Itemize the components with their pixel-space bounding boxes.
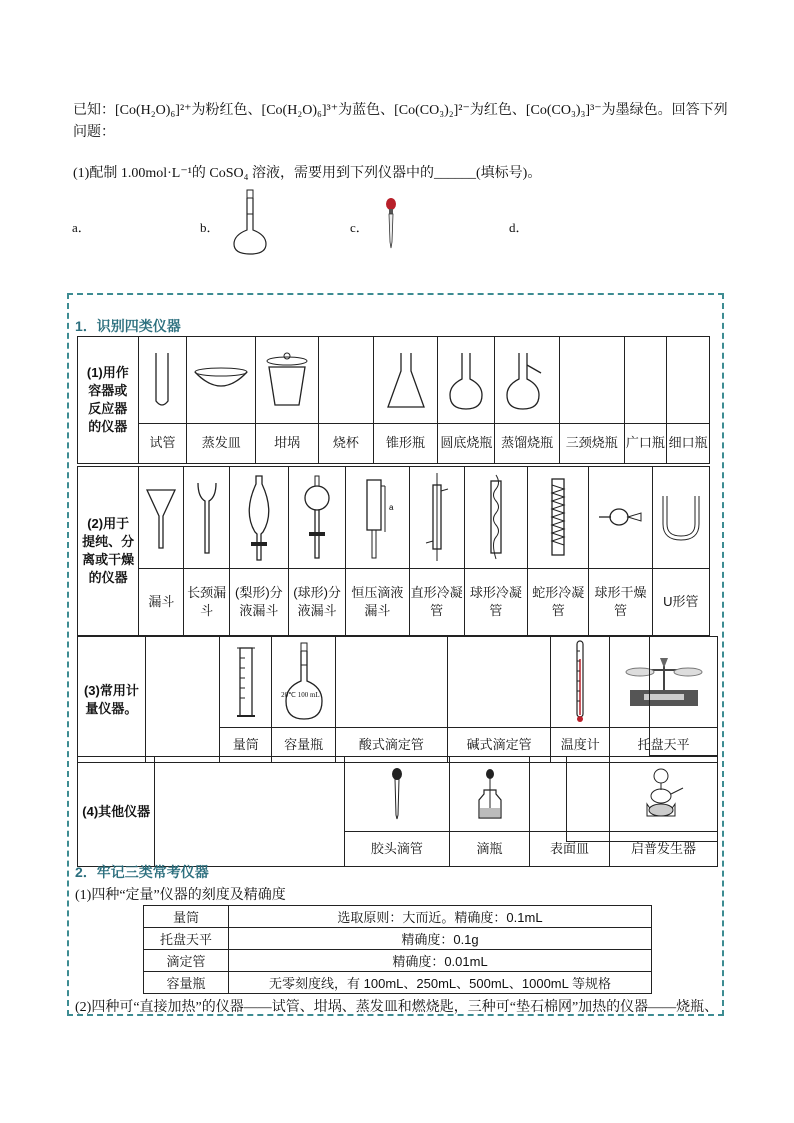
base-burette-empty: [447, 637, 550, 728]
label-bulb-condenser: 球形冷凝管: [464, 568, 527, 635]
precision-row-name: 托盘天平: [144, 928, 229, 950]
distilling-flask-icon: [495, 337, 560, 424]
category-3-blank: [145, 637, 219, 763]
label-straight-condenser: 直形冷凝管: [409, 568, 464, 635]
rubber-dropper-icon: [344, 757, 449, 832]
label-coil-condenser: 蛇形冷凝管: [528, 568, 589, 635]
narrow-mouth-bottle-empty: [667, 337, 710, 424]
svg-text:a: a: [389, 503, 394, 513]
precision-row-desc: 精确度：0.1g: [229, 928, 652, 950]
graduated-cylinder-icon: [220, 637, 272, 728]
label-rubber-dropper: 胶头滴管: [344, 832, 449, 867]
label-erlenmeyer: 锥形瓶: [373, 423, 438, 463]
label-beaker: 烧杯: [319, 423, 374, 463]
label-acid-burette: 酸式滴定管: [335, 728, 447, 763]
label-wide-mouth-bottle: 广口瓶: [624, 423, 667, 463]
label-cylinder: 量筒: [220, 728, 272, 763]
label-thermometer: 温度计: [551, 728, 610, 763]
label-crucible: 坩埚: [256, 423, 319, 463]
label-ball-funnel: (球形)分液漏斗: [288, 568, 345, 635]
label-kipp: 启普发生器: [610, 832, 718, 867]
flask-volume-label: 20℃ 100 mL: [281, 691, 320, 699]
thermometer-icon: [551, 637, 610, 728]
straight-condenser-icon: [409, 467, 464, 569]
section1-heading: 1．识别四类仪器: [75, 318, 181, 334]
label-pressure-funnel: 恒压滴液漏斗: [346, 568, 409, 635]
label-dropping-bottle: 滴瓶: [450, 832, 530, 867]
precision-row-name: 容量瓶: [144, 972, 229, 994]
label-pear-funnel: (梨形)分液漏斗: [229, 568, 288, 635]
round-bottom-flask-icon: [438, 337, 495, 424]
category-3-title: (3)常用计量仪器。: [78, 637, 146, 763]
label-three-neck-flask: 三颈烧瓶: [560, 423, 624, 463]
label-distilling-flask: 蒸馏烧瓶: [495, 423, 560, 463]
label-balance: 托盘天平: [610, 728, 718, 763]
volumetric-flask-100-icon: [272, 637, 335, 728]
evaporating-dish-icon: [187, 337, 256, 424]
section2-heading: 2．牢记三类常考仪器: [75, 864, 209, 880]
category-3-right-cap: [649, 636, 718, 756]
bulb-condenser-icon: [464, 467, 527, 569]
precision-row-name: 量筒: [144, 906, 229, 928]
wide-mouth-bottle-empty: [624, 337, 667, 424]
option-b: b．: [200, 220, 220, 235]
label-base-burette: 碱式滴定管: [447, 728, 550, 763]
question-intro: 已知：[Co(H₂O)₆]²⁺为粉红色、[Co(H₂O)₆]³⁺为蓝色、[Co(CO₃)₂]²⁻为红色、[Co(CO₃)₃]³⁻为墨绿色。回答下列问题：: [73, 103, 728, 140]
label-funnel: 漏斗: [139, 568, 184, 635]
category-2-title: (2)用于提纯、分离或干燥的仪器: [78, 467, 139, 636]
section2-sub1: (1)四种“定量”仪器的刻度及精确度: [75, 888, 286, 903]
label-narrow-mouth-bottle: 细口瓶: [667, 423, 710, 463]
label-drying-tube: 球形干燥管: [589, 568, 652, 635]
category-1-table: [77, 336, 710, 464]
category-4-title: (4)其他仪器: [78, 757, 155, 867]
option-c: c．: [350, 220, 369, 235]
erlenmeyer-flask-icon: [373, 337, 438, 424]
category-4-blank: [155, 757, 344, 867]
pressure-equalizing-funnel-icon: [346, 467, 409, 569]
three-neck-flask-empty: [560, 337, 624, 424]
option-a: a．: [72, 220, 91, 235]
label-u-tube: U形管: [652, 568, 709, 635]
category-1-title: (1)用作容器或反应器的仪器: [78, 337, 139, 464]
precision-row-desc: 精确度：0.01mL: [229, 950, 652, 972]
dropping-bottle-icon: [450, 757, 530, 832]
category-3-table: [77, 636, 718, 763]
funnel-icon: [139, 467, 184, 569]
label-test-tube: 试管: [138, 423, 187, 463]
long-neck-funnel-icon: [184, 467, 229, 569]
acid-burette-empty: [335, 637, 447, 728]
ball-drying-tube-icon: [589, 467, 652, 569]
dropper-icon: [381, 196, 401, 250]
question-part1: (1)配制 1.00mol·L⁻¹的 CoSO₄ 溶液，需要用到下列仪器中的______(填标号)。: [73, 166, 542, 181]
u-tube-icon: [652, 467, 709, 569]
precision-row-desc: 选取原则：大而近。精确度：0.1mL: [229, 906, 652, 928]
coil-condenser-icon: [528, 467, 589, 569]
precision-row-desc: 无零刻度线，有 100mL、250mL、500mL、1000mL 等规格: [229, 972, 652, 994]
label-volumetric-flask: 容量瓶: [272, 728, 335, 763]
beaker-empty: [319, 337, 374, 424]
label-round-flask: 圆底烧瓶: [438, 423, 495, 463]
option-d: d．: [509, 220, 529, 235]
crucible-icon: [256, 337, 319, 424]
label-long-neck-funnel: 长颈漏斗: [184, 568, 229, 635]
ball-separatory-funnel-icon: [288, 467, 345, 569]
label-watch-glass: 表面皿: [530, 832, 610, 867]
volumetric-flask-icon: [230, 188, 270, 256]
section2-sub2: (2)四种可“直接加热”的仪器——试管、坩埚、蒸发皿和燃烧匙，三种可“垫石棉网”加热的仪器——烧瓶、: [75, 1000, 719, 1015]
pear-separatory-funnel-icon: [229, 467, 288, 569]
category-2-table: [77, 466, 710, 636]
precision-row-name: 滴定管: [144, 950, 229, 972]
label-evaporating-dish: 蒸发皿: [187, 423, 256, 463]
precision-table: [143, 905, 652, 994]
category-4-right-cap: [566, 756, 718, 842]
test-tube-icon: [138, 337, 187, 424]
